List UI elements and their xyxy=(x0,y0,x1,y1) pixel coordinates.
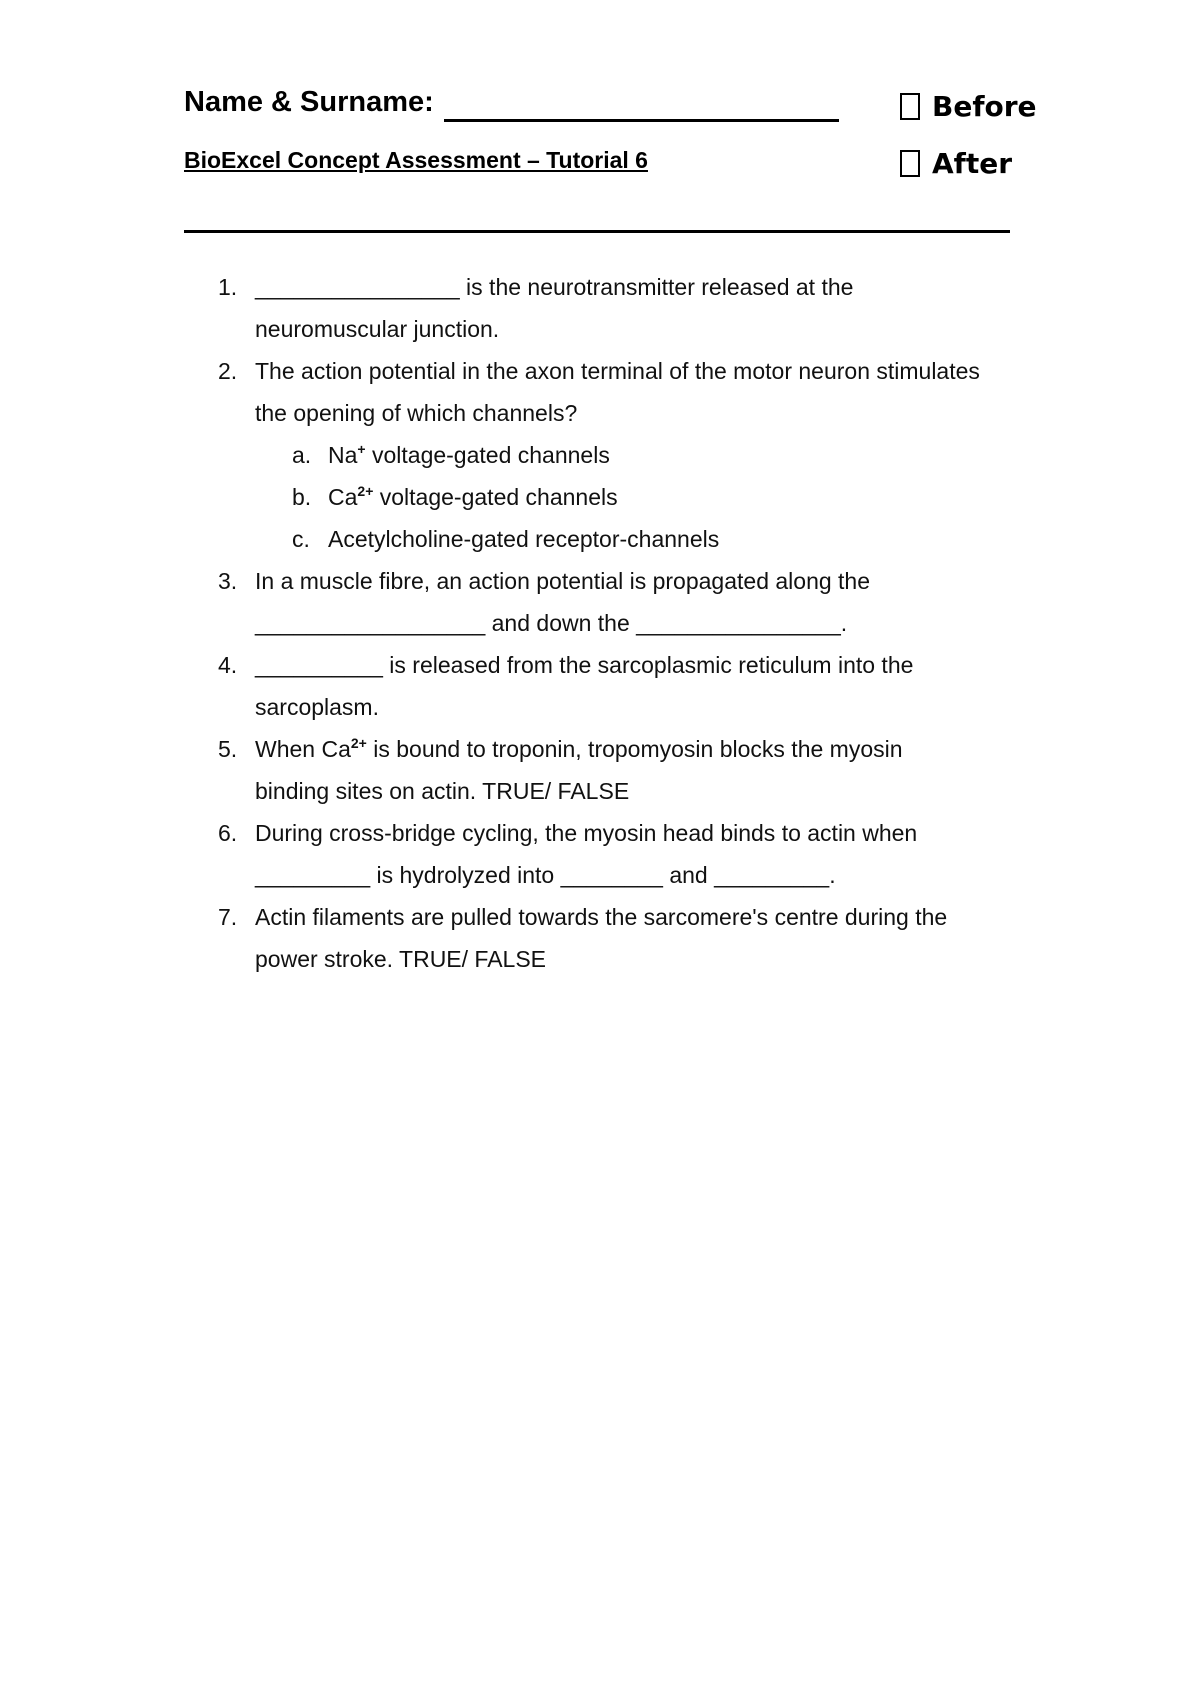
option-letter: c. xyxy=(292,526,310,552)
question-text: When $Ca^{2+}$ is bound to troponin, tropomyosin blocks the myosin xyxy=(255,735,903,762)
question-text: __________________ and down the ________________. xyxy=(255,610,848,636)
name-surname-row xyxy=(184,82,839,122)
page-title: BioExcel Concept Assessment – Tutorial 6 xyxy=(184,147,648,173)
option-text: $Ca^{2+}$ voltage-gated channels xyxy=(328,483,618,510)
after-checkbox[interactable] xyxy=(900,150,920,177)
before-checkbox-row[interactable] xyxy=(900,90,1037,123)
question-text: the opening of which channels? xyxy=(255,400,578,426)
question-text: binding sites on actin. TRUE/ FALSE xyxy=(255,778,630,804)
question-text: power stroke. TRUE/ FALSE xyxy=(255,946,547,972)
question-text: _________ is hydrolyzed into ________ and _________. xyxy=(255,862,836,888)
after-checkbox-row[interactable] xyxy=(900,147,1012,180)
header-divider xyxy=(184,230,1010,233)
option-text: Acetylcholine-gated receptor-channels xyxy=(328,526,720,552)
question-text: During cross-bridge cycling, the myosin head binds to actin when xyxy=(255,820,918,846)
question-text: __________ is released from the sarcoplasmic reticulum into the xyxy=(255,652,914,678)
after-label: After xyxy=(932,147,1013,180)
name-surname-label: Name & Surname: xyxy=(184,86,434,118)
question-number: 3. xyxy=(218,568,238,594)
question-number: 6. xyxy=(218,820,238,846)
question-number: 4. xyxy=(218,652,238,678)
question-number: 1. xyxy=(218,274,238,300)
option-letter: a. xyxy=(292,442,312,468)
question-text: neuromuscular junction. xyxy=(255,316,500,342)
before-label: Before xyxy=(932,90,1037,123)
question-text: ________________ is the neurotransmitter released at the xyxy=(255,274,854,300)
question-text: In a muscle fibre, an action potential is propagated along the xyxy=(255,568,871,594)
question-text: sarcoplasm. xyxy=(255,694,379,720)
name-surname-blank[interactable] xyxy=(444,91,839,122)
question-number: 7. xyxy=(218,904,238,930)
option-text: Na+ voltage-gated channels xyxy=(328,441,610,468)
question-number: 5. xyxy=(218,736,238,762)
question-text: Actin filaments are pulled towards the sarcomere's centre during the xyxy=(255,904,948,930)
question-text: The action potential in the axon terminal of the motor neuron stimulates xyxy=(255,358,980,384)
before-checkbox[interactable] xyxy=(900,93,920,120)
question-number: 2. xyxy=(218,358,238,384)
option-letter: b. xyxy=(292,484,312,510)
